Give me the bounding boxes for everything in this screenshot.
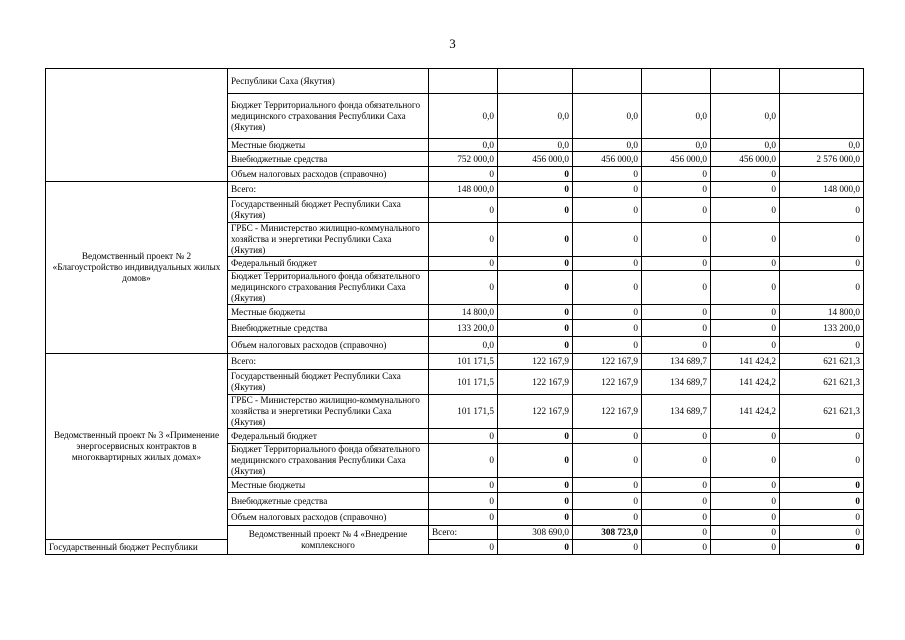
- value-cell: 0: [573, 182, 642, 198]
- value-cell: [780, 94, 864, 139]
- funding-source-cell: Бюджет Территориального фонда обязательного медицинского страхования Республики Саха (Якутия): [228, 444, 429, 478]
- value-cell: 0: [429, 198, 498, 223]
- value-cell: 0: [573, 493, 642, 510]
- value-cell: 148 000,0: [780, 182, 864, 198]
- value-cell: 752 000,0: [429, 152, 498, 167]
- value-cell: 0: [780, 198, 864, 223]
- value-cell: 0: [711, 444, 780, 478]
- value-cell: 0: [642, 320, 711, 337]
- value-cell: 0: [498, 182, 573, 198]
- value-cell: 122 167,9: [498, 370, 573, 395]
- funding-source-cell: Государственный бюджет Республики Саха (Якутия): [228, 370, 429, 395]
- value-cell: 0: [711, 198, 780, 223]
- value-cell: 0: [642, 478, 711, 493]
- project-cell-continued: [46, 69, 228, 182]
- value-cell: 0: [498, 320, 573, 337]
- value-cell: 0: [573, 478, 642, 493]
- table-row: [46, 182, 864, 198]
- value-cell: 0: [498, 305, 573, 320]
- value-cell: 621 621,3: [780, 370, 864, 395]
- value-cell: 0: [711, 167, 780, 182]
- value-cell: 0,0: [573, 94, 642, 139]
- value-cell: 0: [573, 320, 642, 337]
- value-cell: 456 000,0: [711, 152, 780, 167]
- funding-source-cell: Федеральный бюджет: [228, 257, 429, 271]
- value-cell: 0: [573, 444, 642, 478]
- value-cell: 0: [642, 198, 711, 223]
- value-cell: [498, 69, 573, 94]
- value-cell: 0: [642, 182, 711, 198]
- funding-source-cell: Внебюджетные средства: [228, 320, 429, 337]
- value-cell: [780, 167, 864, 182]
- value-cell: 148 000,0: [429, 182, 498, 198]
- value-cell: 0: [780, 337, 864, 354]
- value-cell: 0: [711, 510, 780, 526]
- value-cell: [642, 69, 711, 94]
- value-cell: 0: [711, 526, 780, 540]
- value-cell: 0: [711, 257, 780, 271]
- value-cell: 456 000,0: [642, 152, 711, 167]
- value-cell: 0: [498, 257, 573, 271]
- value-cell: [711, 69, 780, 94]
- funding-source-cell: Всего:: [429, 526, 498, 540]
- funding-source-cell: Бюджет Территориального фонда обязательного медицинского страхования Республики Саха (Якутия): [228, 271, 429, 305]
- project-name-cell: Ведомственный проект № 2 «Благоустройство индивидуальных жилых домов»: [46, 182, 228, 354]
- value-cell: 0,0: [498, 139, 573, 152]
- value-cell: 0: [498, 337, 573, 354]
- value-cell: 0: [498, 223, 573, 257]
- value-cell: 133 200,0: [429, 320, 498, 337]
- value-cell: 133 200,0: [780, 320, 864, 337]
- value-cell: 0: [498, 444, 573, 478]
- funding-source-cell: Объем налоговых расходов (справочно): [228, 510, 429, 526]
- funding-source-cell: ГРБС - Министерство жилищно-коммунального хозяйства и энергетики Республики Саха (Якутия): [228, 395, 429, 429]
- value-cell: 141 424,2: [711, 354, 780, 370]
- value-cell: 0: [780, 493, 864, 510]
- value-cell: 0: [498, 510, 573, 526]
- funding-source-cell: Внебюджетные средства: [228, 493, 429, 510]
- value-cell: 0: [429, 429, 498, 444]
- value-cell: 0: [429, 271, 498, 305]
- value-cell: 0: [498, 198, 573, 223]
- value-cell: 0,0: [429, 94, 498, 139]
- value-cell: 0: [498, 478, 573, 493]
- value-cell: 0: [573, 271, 642, 305]
- value-cell: 122 167,9: [573, 370, 642, 395]
- value-cell: 0: [429, 540, 498, 555]
- value-cell: 0: [780, 510, 864, 526]
- value-cell: 0: [711, 271, 780, 305]
- value-cell: 0: [429, 493, 498, 510]
- value-cell: 122 167,9: [573, 354, 642, 370]
- value-cell: [780, 69, 864, 94]
- page-number: 3: [449, 36, 456, 51]
- value-cell: 0: [711, 337, 780, 354]
- value-cell: 0: [711, 182, 780, 198]
- value-cell: 0: [498, 493, 573, 510]
- value-cell: 0: [642, 526, 711, 540]
- value-cell: 0: [642, 444, 711, 478]
- value-cell: 0: [780, 444, 864, 478]
- value-cell: 0: [780, 257, 864, 271]
- value-cell: 0,0: [429, 139, 498, 152]
- value-cell: 0: [642, 223, 711, 257]
- value-cell: 0: [498, 540, 573, 555]
- value-cell: 0: [780, 526, 864, 540]
- funding-source-cell: Республики Саха (Якутия): [228, 69, 429, 94]
- table-row: [46, 69, 864, 94]
- value-cell: 2 576 000,0: [780, 152, 864, 167]
- value-cell: 122 167,9: [498, 395, 573, 429]
- budget-table: [45, 68, 864, 555]
- value-cell: 0: [429, 257, 498, 271]
- value-cell: 0: [711, 493, 780, 510]
- value-cell: 14 800,0: [429, 305, 498, 320]
- funding-source-cell: Местные бюджеты: [228, 139, 429, 152]
- value-cell: 134 689,7: [642, 395, 711, 429]
- value-cell: 0: [573, 198, 642, 223]
- value-cell: 0: [429, 223, 498, 257]
- value-cell: 0,0: [780, 139, 864, 152]
- value-cell: 0,0: [498, 94, 573, 139]
- value-cell: 0: [711, 429, 780, 444]
- value-cell: 122 167,9: [498, 354, 573, 370]
- value-cell: 621 621,3: [780, 395, 864, 429]
- value-cell: 0: [780, 223, 864, 257]
- value-cell: 308 690,0: [498, 526, 573, 540]
- value-cell: 308 723,0: [573, 526, 642, 540]
- value-cell: 0: [429, 478, 498, 493]
- funding-source-cell: Объем налоговых расходов (справочно): [228, 337, 429, 354]
- value-cell: 0: [573, 167, 642, 182]
- value-cell: 0: [642, 167, 711, 182]
- value-cell: 101 171,5: [429, 354, 498, 370]
- value-cell: 0: [498, 167, 573, 182]
- value-cell: 0: [711, 478, 780, 493]
- funding-source-cell: Всего:: [228, 354, 429, 370]
- value-cell: 0,0: [429, 337, 498, 354]
- value-cell: 0: [711, 305, 780, 320]
- value-cell: 0: [780, 271, 864, 305]
- value-cell: [429, 69, 498, 94]
- value-cell: 0: [642, 540, 711, 555]
- value-cell: 0,0: [642, 94, 711, 139]
- value-cell: 134 689,7: [642, 370, 711, 395]
- funding-source-cell: Внебюджетные средства: [228, 152, 429, 167]
- value-cell: 0: [429, 167, 498, 182]
- value-cell: 0: [429, 444, 498, 478]
- project-name-cell: Ведомственный проект № 3 «Применение энергосервисных контрактов в многоквартирных жилых домах»: [46, 354, 228, 540]
- funding-source-cell: Федеральный бюджет: [228, 429, 429, 444]
- value-cell: [573, 69, 642, 94]
- table-row: [46, 540, 864, 555]
- funding-source-cell: Местные бюджеты: [228, 305, 429, 320]
- value-cell: 141 424,2: [711, 370, 780, 395]
- value-cell: 101 171,5: [429, 370, 498, 395]
- funding-source-cell: Местные бюджеты: [228, 478, 429, 493]
- value-cell: 122 167,9: [573, 395, 642, 429]
- value-cell: 0: [780, 540, 864, 555]
- value-cell: 0: [642, 257, 711, 271]
- value-cell: 456 000,0: [573, 152, 642, 167]
- value-cell: 0: [780, 429, 864, 444]
- value-cell: 0,0: [711, 139, 780, 152]
- value-cell: 0: [573, 540, 642, 555]
- value-cell: 0: [573, 429, 642, 444]
- value-cell: 0: [498, 271, 573, 305]
- project-name-cell: Ведомственный проект № 4 «Внедрение комплексного: [228, 526, 429, 555]
- funding-source-cell: Всего:: [228, 182, 429, 198]
- value-cell: 141 424,2: [711, 395, 780, 429]
- value-cell: 0: [642, 510, 711, 526]
- value-cell: 134 689,7: [642, 354, 711, 370]
- value-cell: 0,0: [711, 94, 780, 139]
- value-cell: 0: [711, 223, 780, 257]
- value-cell: 0: [642, 305, 711, 320]
- value-cell: 0: [429, 510, 498, 526]
- value-cell: 0: [573, 223, 642, 257]
- funding-source-cell: Бюджет Территориального фонда обязательного медицинского страхования Республики Саха (Якутия): [228, 94, 429, 139]
- value-cell: 0: [498, 429, 573, 444]
- value-cell: 0,0: [642, 139, 711, 152]
- value-cell: 0: [711, 320, 780, 337]
- value-cell: 0: [573, 510, 642, 526]
- value-cell: 621 621,3: [780, 354, 864, 370]
- value-cell: 0: [642, 429, 711, 444]
- value-cell: 0: [573, 257, 642, 271]
- value-cell: 456 000,0: [498, 152, 573, 167]
- value-cell: 0: [573, 337, 642, 354]
- funding-source-cell: Объем налоговых расходов (справочно): [228, 167, 429, 182]
- value-cell: 0: [780, 478, 864, 493]
- value-cell: 14 800,0: [780, 305, 864, 320]
- value-cell: 101 171,5: [429, 395, 498, 429]
- funding-source-cell: Государственный бюджет Республики: [46, 540, 228, 555]
- value-cell: 0: [711, 540, 780, 555]
- value-cell: 0: [573, 305, 642, 320]
- value-cell: 0,0: [573, 139, 642, 152]
- value-cell: 0: [642, 271, 711, 305]
- table-row: [46, 354, 864, 370]
- funding-source-cell: Государственный бюджет Республики Саха (Якутия): [228, 198, 429, 223]
- funding-source-cell: ГРБС - Министерство жилищно-коммунального хозяйства и энергетики Республики Саха (Якутия): [228, 223, 429, 257]
- value-cell: 0: [642, 493, 711, 510]
- value-cell: 0: [642, 337, 711, 354]
